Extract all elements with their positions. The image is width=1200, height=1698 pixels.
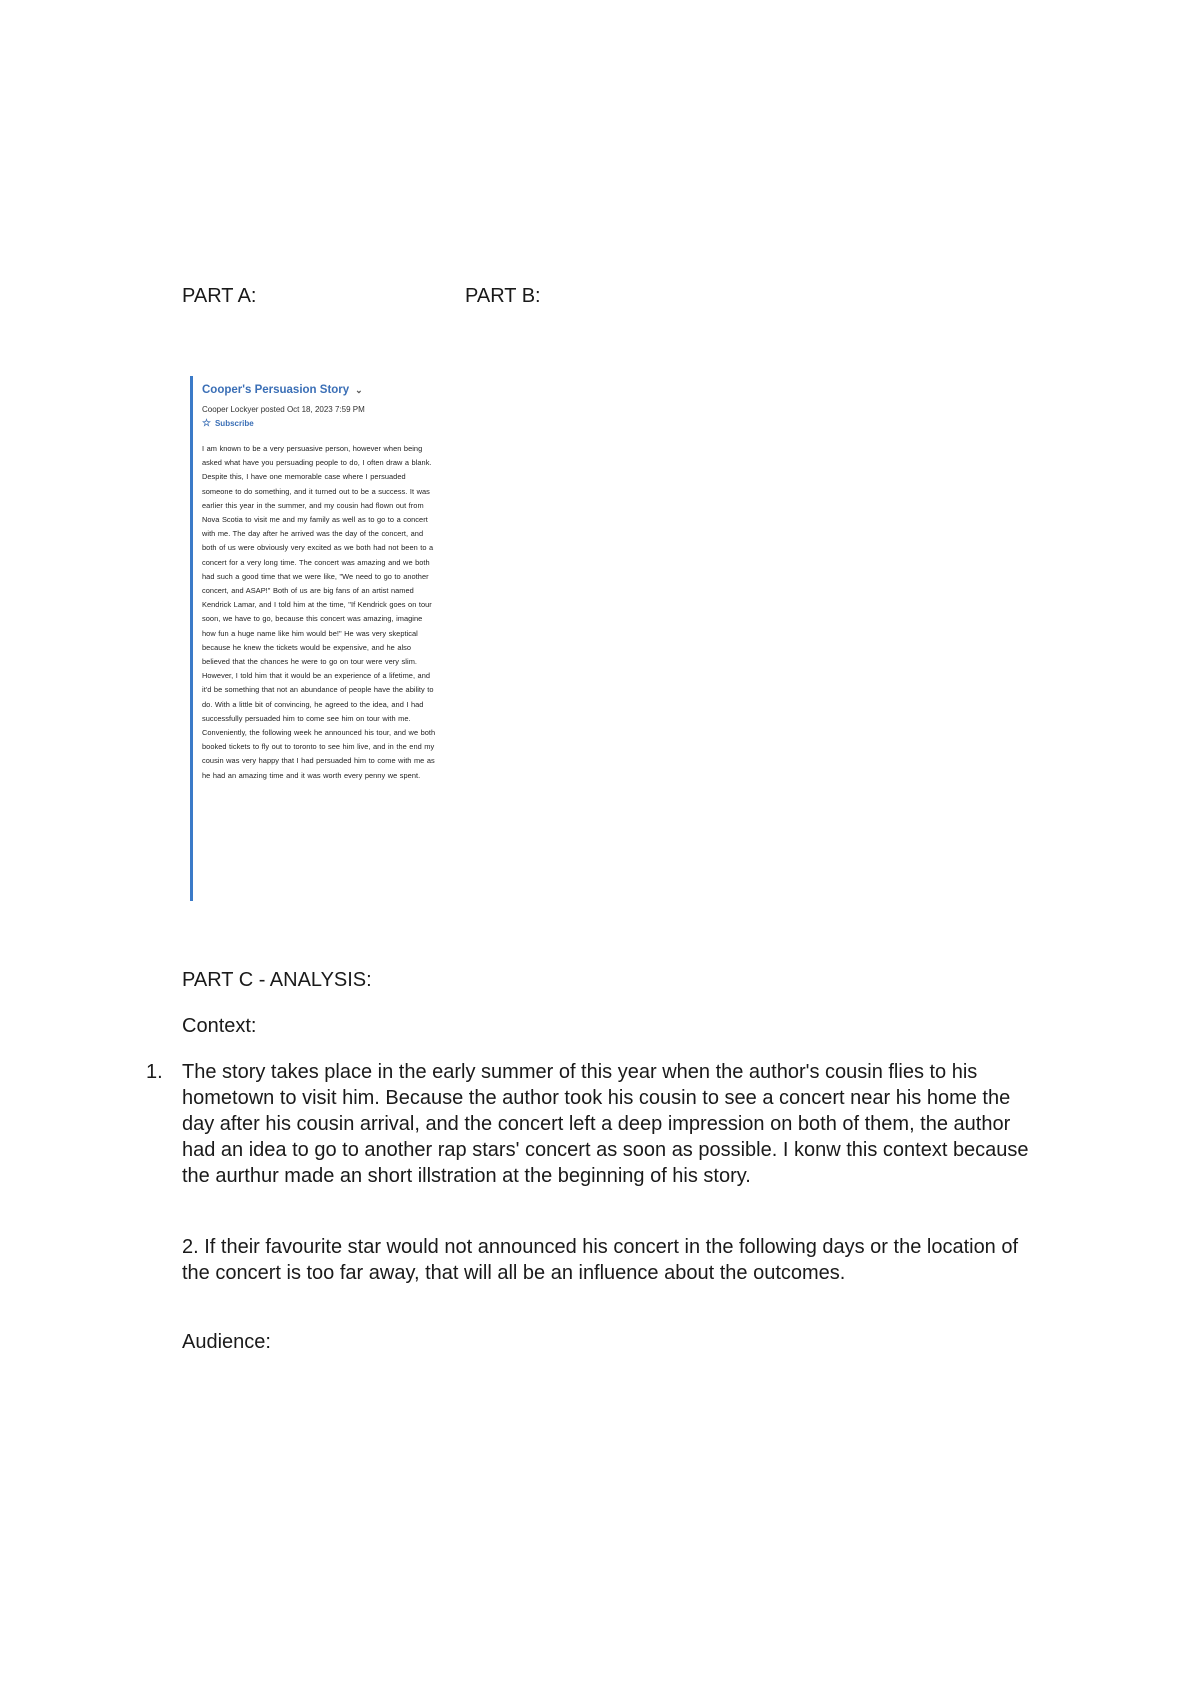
context-heading: Context: (182, 1015, 257, 1037)
audience-heading: Audience: (182, 1331, 271, 1353)
discussion-post-screenshot (190, 376, 440, 901)
part-b-heading: PART B: (465, 285, 541, 307)
star-icon: ☆ (202, 418, 211, 429)
chevron-down-icon: ⌄ (355, 385, 363, 395)
post-body: I am known to be a very persuasive person, however when being asked what have you persuading people to do, I often draw a blank. Despite this, I have one memorable case where I persuaded someone to do something, and it turned out to be a success. It was earlier this year in the summer, and my cousin had flown out from Nova Scotia to visit me and my family as well as to go to a concert with me. The day after he arrived was the day of the concert, and both of us were obviously very excited as we both had not been to a concert for a very long time. The concert was amazing and we both had such a good time that we were like, "We need to go to another concert, and ASAP!" Both of us are big fans of an artist named Kendrick Lamar, and I told him at the time, "If Kendrick goes on tour soon, we have to go, because this concert was amazing, imagine how fun a huge name like him would be!" He was very skeptical because he knew the tickets would be expensive, and he also believed that the chances he were to go on tour were very slim. However, I told him that it would be an experience of a lifetime, and it'd be something that not an abundance of people have the ability to do. With a little bit of convincing, he agreed to the idea, and I had successfully persuaded him to come see him on tour with me. Conveniently, the following week he announced his tour, and we both booked tickets to fly out to toronto to see him live, and in the end my cousin was very happy that I had persuaded him to come with me as he had an amazing time and it was worth every penny we spent. (202, 444, 436, 780)
post-meta: Cooper Lockyer posted Oct 18, 2023 7:59 PM (202, 405, 365, 414)
analysis-item-1 (146, 1059, 1036, 1189)
part-a-heading: PART A: (182, 285, 257, 307)
subscribe-link (202, 418, 440, 430)
part-c-heading: PART C - ANALYSIS: (182, 969, 372, 991)
analysis-item-1-text: The story takes place in the early summer of this year when the author's cousin flies to his hometown to visit him. Because the author took his cousin to see a concert near his home the day after his cousin arrival, and the concert left a deep impression on both of them, the author had an idea to go to another rap stars' concert as soon as possible. I konw this context because the aurthur made an short illstration at the beginning of his story. (182, 1061, 1029, 1187)
item-number: 1. (146, 1061, 163, 1083)
subscribe-label: Subscribe (214, 419, 254, 428)
analysis-item-2: 2. If their favourite star would not announced his concert in the following days or the location of the concert is too far away, that will all be an influence about the outcomes. (182, 1236, 1019, 1284)
post-title-text: Cooper's Persuasion Story (202, 384, 350, 396)
post-title (202, 382, 440, 398)
